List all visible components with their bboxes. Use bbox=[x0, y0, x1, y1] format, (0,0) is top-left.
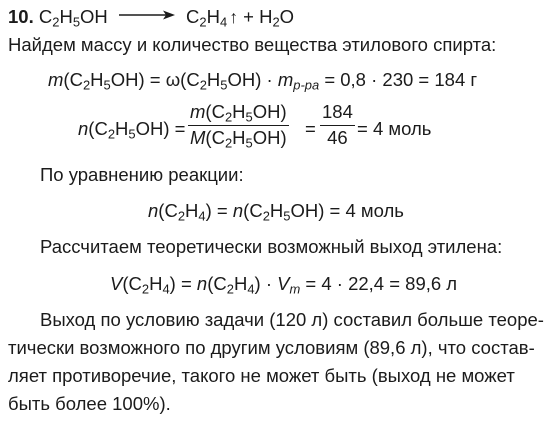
conclusion-line-1: Выход по условию задачи (120 л) составил больше теоре- bbox=[40, 309, 544, 330]
conclusion-line-2: тически возможного по другим условиям (89,6 л), что состав- bbox=[8, 337, 535, 358]
gas-arrow-icon: ↑ bbox=[229, 7, 238, 27]
reaction-line bbox=[8, 6, 295, 30]
numeric-fraction bbox=[320, 103, 355, 147]
plus-sign: + bbox=[243, 6, 254, 27]
equals-sign: = bbox=[305, 118, 316, 139]
conclusion-line-4: быть более 100%). bbox=[8, 393, 171, 414]
conclusion-line-3: ляет противоречие, такого не может быть (выход не может bbox=[8, 365, 515, 386]
mass-equation: $m(C_2H_5OH) = \omega(C_2H_5OH) \cdot m_{р-ра} = 0,8 \cdot 230 = 184$ г bbox=[48, 69, 478, 93]
product-water: $H_2O$ bbox=[259, 6, 295, 30]
numeric-denominator: 46 bbox=[327, 126, 348, 148]
theory-text: Рассчитаем теоретически возможный выход этилена: bbox=[40, 236, 503, 257]
moles-lhs: $n(C_2H_5OH)$ = bbox=[78, 118, 186, 142]
volume-equation: $V(C_2H_4) = n(C_2H_4) \cdot V_m = 4 \cdot 22,4 = 89,6$ л bbox=[110, 273, 458, 297]
reaction-arrow-icon bbox=[119, 10, 175, 20]
numeric-numerator: 184 bbox=[320, 103, 355, 126]
moles-result: = 4 моль bbox=[357, 118, 432, 139]
by-equation-text: По уравнению реакции: bbox=[40, 164, 244, 185]
intro-text: Найдем массу и количество вещества этилового спирта: bbox=[8, 34, 497, 55]
volume-calc: = 4 · 22,4 = 89,6 л bbox=[305, 273, 458, 294]
problem-number: 10. bbox=[8, 6, 34, 27]
mass-calc: = 0,8 · 230 = 184 г bbox=[324, 69, 478, 90]
product-ethylene: $C_2H_4$ bbox=[186, 6, 228, 30]
fraction-numerator: $m(C_2H_5OH)$ bbox=[190, 101, 287, 125]
molar-fraction bbox=[188, 101, 289, 151]
ethylene-moles-equation: $n(C_2H_4) = n(C_2H_5OH) = 4$ моль bbox=[148, 200, 404, 224]
fraction-denominator: $M(C_2H_5OH)$ bbox=[190, 126, 287, 151]
reactant-formula: $C_2H_5OH$ bbox=[38, 6, 108, 30]
